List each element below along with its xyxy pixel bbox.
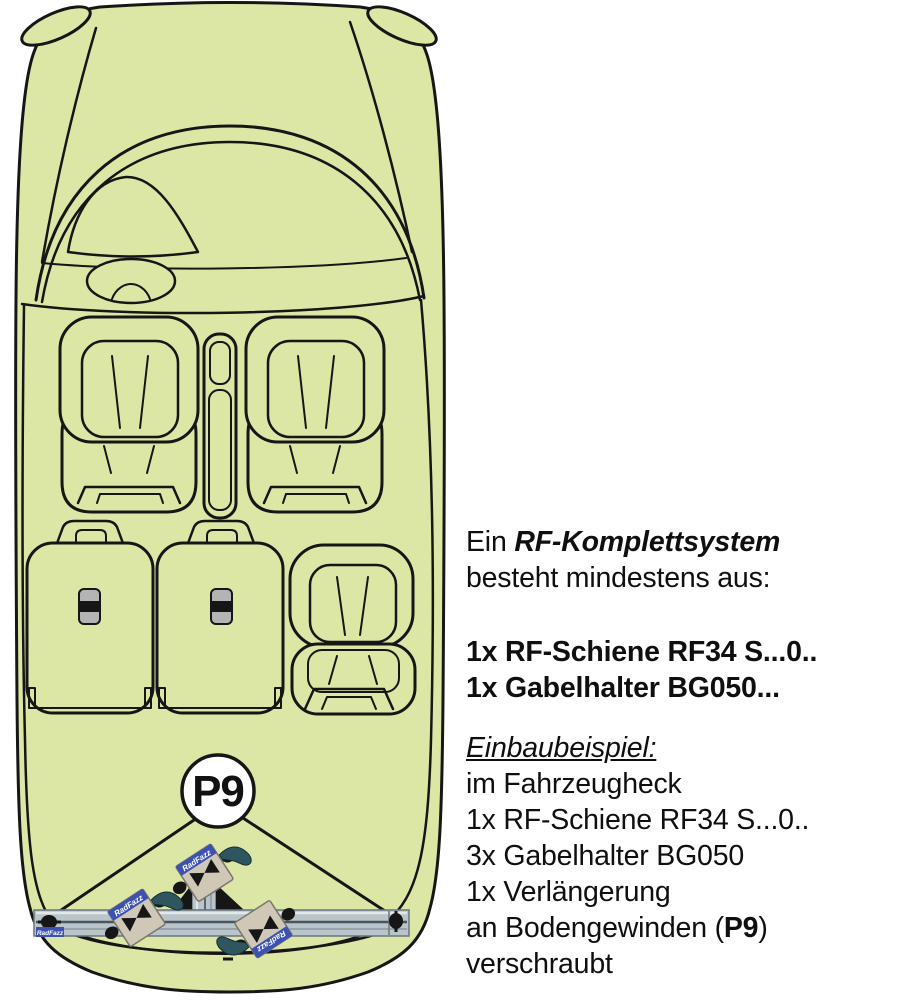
rear-seat-upright bbox=[290, 545, 415, 714]
anchor-marker: P9 bbox=[723, 912, 759, 944]
component-item-1: 1x RF-Schiene RF34 S...0.. bbox=[466, 636, 818, 668]
example-line-5 bbox=[466, 910, 908, 946]
anchor-prefix: an Bodengewinden ( bbox=[466, 912, 724, 944]
component-item-2: 1x Gabelhalter BG050... bbox=[466, 672, 780, 704]
example-heading: Einbaubeispiel: bbox=[466, 732, 657, 764]
system-name: RF-Komplettsystem bbox=[514, 526, 781, 558]
example-line-2: 1x RF-Schiene RF34 S...0.. bbox=[466, 804, 810, 836]
anchor-suffix: ) bbox=[758, 912, 768, 944]
intro-prefix: Ein bbox=[466, 526, 515, 558]
floor-bolt-right bbox=[389, 913, 403, 929]
intro-line-2: besteht mindestens aus: bbox=[466, 562, 771, 594]
example-line-4: 1x Verlängerung bbox=[466, 876, 671, 908]
front-seat-right bbox=[246, 317, 384, 512]
front-seat-left bbox=[60, 317, 198, 512]
p9-label: P9 bbox=[192, 767, 244, 816]
steering-wheel bbox=[87, 259, 175, 303]
rail-brand-label: RadFazz bbox=[36, 930, 64, 937]
rear-seat-folded-middle bbox=[157, 521, 283, 713]
installation-example bbox=[466, 730, 908, 982]
component-list bbox=[466, 634, 908, 706]
example-line-6: verschraubt bbox=[466, 948, 613, 980]
rear-seat-folded-left bbox=[27, 521, 153, 713]
example-line-3: 3x Gabelhalter BG050 bbox=[466, 840, 745, 872]
example-line-1: im Fahrzeugheck bbox=[466, 768, 682, 800]
info-panel bbox=[466, 524, 908, 982]
floor-bolt-left bbox=[41, 915, 57, 929]
intro-line-1 bbox=[466, 524, 908, 560]
